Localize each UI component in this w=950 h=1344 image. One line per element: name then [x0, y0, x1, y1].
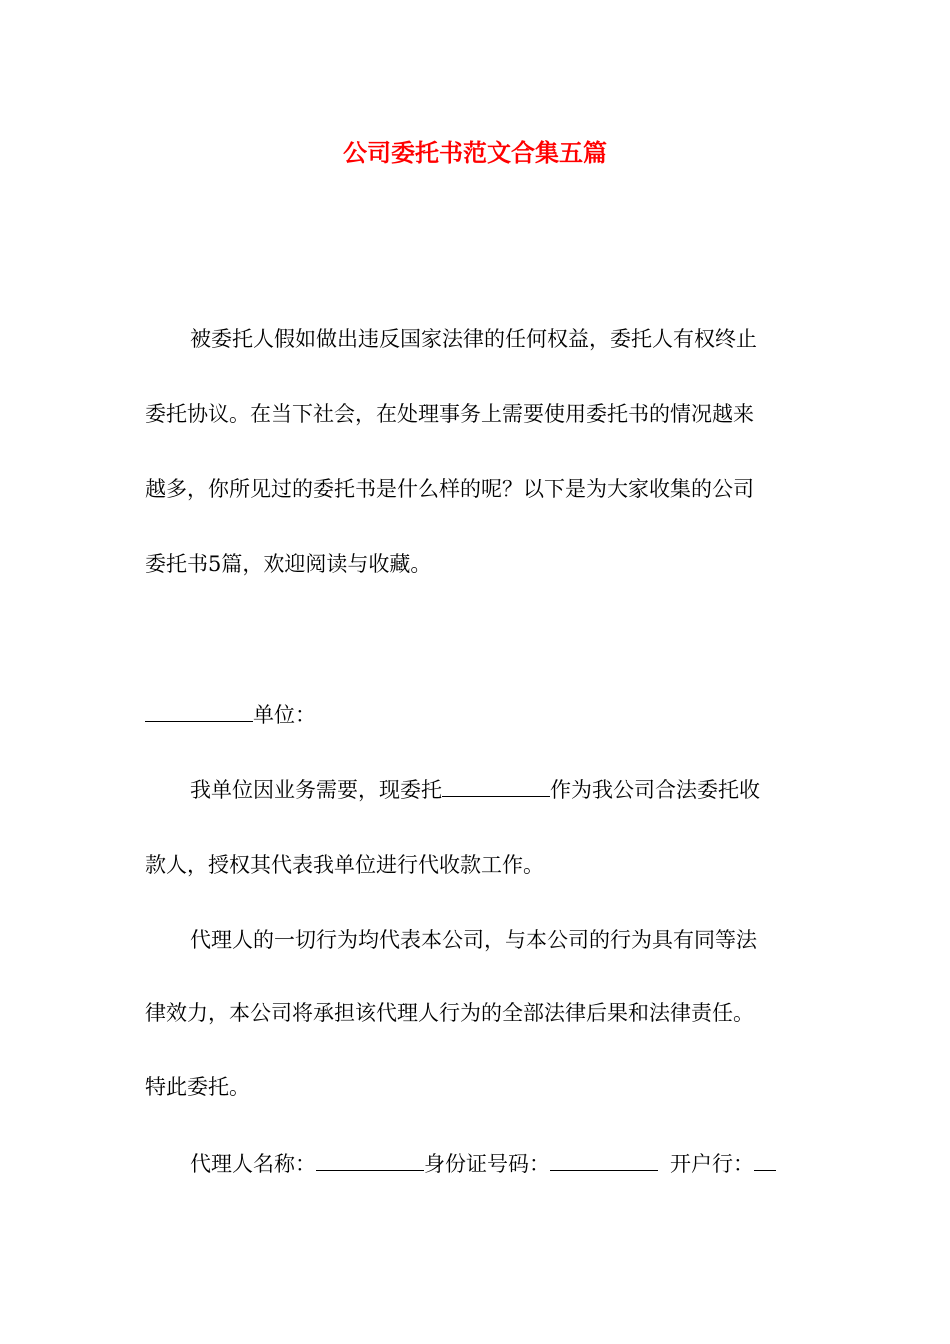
- addressee-line: [145, 700, 316, 730]
- paragraph-2-line-2: 律效力，本公司将承担该代理人行为的全部法律后果和法律责任。: [145, 1001, 754, 1025]
- paragraph-1-before: 我单位因业务需要，现委托: [190, 778, 442, 802]
- document-title: 公司委托书范文合集五篇: [343, 138, 607, 167]
- agent-blank[interactable]: [442, 776, 550, 797]
- agent-name-blank[interactable]: [316, 1150, 424, 1171]
- id-number-blank[interactable]: [550, 1150, 658, 1171]
- intro-line-4: 委托书5篇，欢迎阅读与收藏。: [145, 552, 432, 576]
- addressee-suffix: 单位：: [253, 703, 316, 727]
- paragraph-1-line-1: [190, 775, 760, 805]
- paragraph-1-after: 作为我公司合法委托收: [550, 778, 760, 802]
- intro-line-2: 委托协议。在当下社会，在处理事务上需要使用委托书的情况越来: [145, 402, 754, 426]
- id-number-label: 身份证号码：: [424, 1152, 550, 1176]
- paragraph-2-line-1: 代理人的一切行为均代表本公司，与本公司的行为具有同等法: [190, 928, 757, 952]
- addressee-blank[interactable]: [145, 701, 253, 722]
- intro-line-1: 被委托人假如做出违反国家法律的任何权益，委托人有权终止: [190, 327, 757, 351]
- agent-name-label: 代理人名称：: [190, 1152, 316, 1176]
- intro-line-3: 越多，你所见过的委托书是什么样的呢？以下是为大家收集的公司: [145, 477, 754, 501]
- paragraph-1-line-2: 款人，授权其代表我单位进行代收款工作。: [145, 853, 544, 877]
- bank-label: 开户行：: [670, 1152, 754, 1176]
- closing-line: 特此委托。: [145, 1075, 250, 1099]
- agent-info-line: [190, 1149, 776, 1179]
- bank-blank[interactable]: [754, 1150, 776, 1171]
